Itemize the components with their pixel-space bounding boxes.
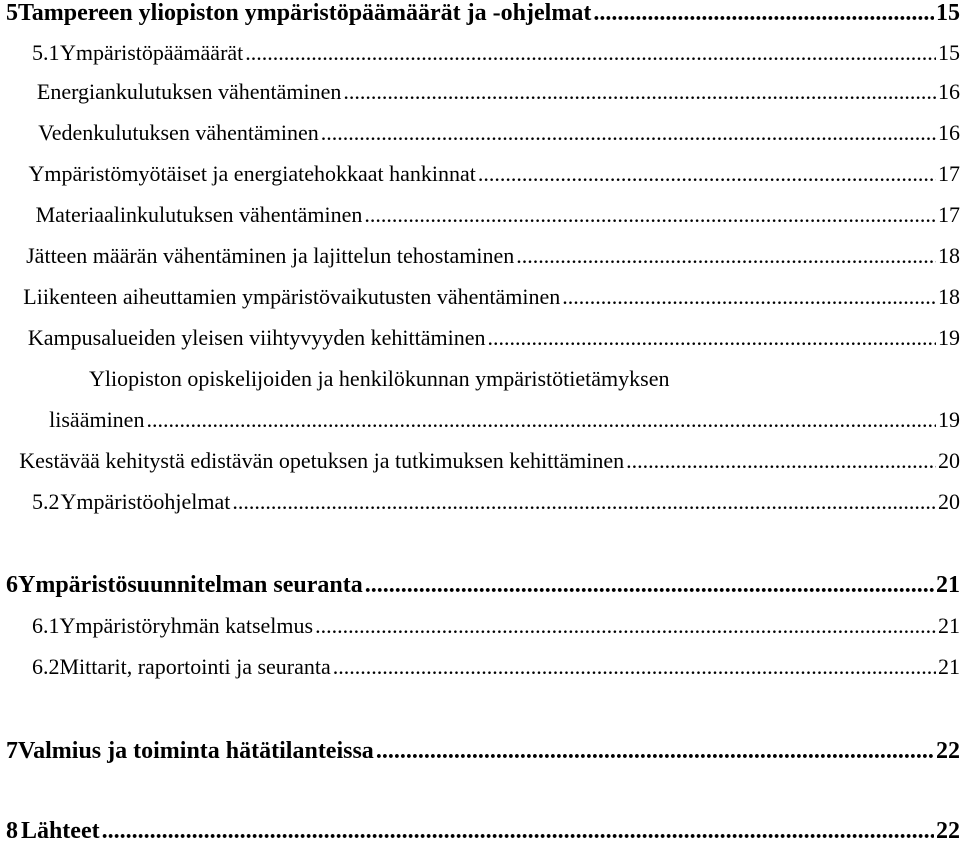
toc-entry-title: Kampusalueiden yleisen viihtyvyyden kehittäminen	[27, 325, 486, 350]
toc-entry-page: 15	[936, 0, 960, 26]
toc-entry-6-1[interactable]	[0, 613, 960, 653]
toc-entry-title: Yliopiston opiskelijoiden ja henkilökunnan ympäristötietämyksen	[89, 366, 670, 391]
dot-leader	[333, 654, 936, 680]
dot-leader	[376, 738, 934, 765]
dot-leader	[232, 489, 936, 515]
toc-entry-kestava-kehitys[interactable]	[0, 448, 960, 488]
toc-entry-title: Vedenkulutuksen vähentäminen	[38, 120, 319, 145]
toc-entry-page: 21	[936, 572, 960, 598]
toc-entry-page: 20	[938, 448, 960, 473]
dot-leader	[245, 40, 936, 66]
dot-leader	[516, 243, 936, 269]
dot-leader	[626, 448, 936, 474]
toc-entry-page: 18	[938, 243, 960, 268]
dot-leader	[488, 325, 936, 351]
toc-entry-number: 5.1	[32, 40, 60, 65]
dot-leader	[478, 161, 936, 187]
toc-entry-number: 6.2	[32, 654, 60, 679]
dot-leader	[146, 407, 936, 433]
toc-entry-page: 17	[938, 202, 960, 227]
toc-entry-5[interactable]	[0, 0, 960, 40]
toc-entry-title-continuation: lisääminen	[49, 407, 145, 432]
toc-entry-page: 19	[938, 325, 960, 350]
toc-entry-page: 22	[936, 818, 960, 844]
toc-entry-page: 18	[938, 284, 960, 309]
toc-entry-title: Liikenteen aiheuttamien ympäristövaikutusten vähentäminen	[23, 284, 561, 309]
toc-entry-title: Jätteen määrän vähentäminen ja lajittelun tehostaminen	[26, 243, 515, 268]
toc-entry-title: Ympäristöpäämäärät	[60, 40, 244, 65]
toc-entry-number: 5	[6, 0, 18, 26]
toc-entry-title: Ympäristömyötäiset ja energiatehokkaat hankinnat	[28, 161, 476, 186]
toc-entry-page: 21	[938, 654, 960, 679]
toc-entry-page: 17	[938, 161, 960, 186]
toc-entry-number: 7	[6, 738, 18, 764]
toc-entry-number: 6	[6, 572, 18, 598]
toc-entry-title: Materiaalinkulutuksen vähentäminen	[35, 202, 363, 227]
toc-entry-ymparistotietamys[interactable]	[0, 366, 960, 406]
toc-entry-title: Ympäristöryhmän katselmus	[59, 613, 314, 638]
toc-entry-number: 6.1	[32, 613, 60, 638]
toc-entry-title: Mittarit, raportointi ja seuranta	[59, 654, 331, 679]
toc-entry-title: Valmius ja toiminta hätätilanteissa	[18, 738, 374, 764]
toc-entry-5-2[interactable]	[0, 489, 960, 529]
toc-entry-6-2[interactable]	[0, 654, 960, 694]
toc-entry-5-1[interactable]	[0, 40, 960, 80]
toc-entry-jatteen-maara[interactable]	[0, 243, 960, 283]
toc-entry-page: 21	[938, 613, 960, 638]
toc-entry-hankinnat[interactable]	[0, 161, 960, 201]
dot-leader	[102, 818, 934, 845]
dot-leader	[343, 79, 936, 105]
toc-entry-title: Kestävää kehitystä edistävän opetuksen ja tutkimuksen kehittäminen	[19, 448, 625, 473]
toc-entry-page: 20	[938, 489, 960, 514]
toc-entry-title: Ympäristösuunnitelman seuranta	[18, 572, 363, 598]
toc-entry-title: Ympäristöohjelmat	[60, 489, 231, 514]
toc-entry-kampusalueet[interactable]	[0, 325, 960, 365]
dot-leader	[562, 284, 936, 310]
toc-entry-7[interactable]	[0, 738, 960, 778]
dot-leader	[364, 202, 936, 228]
toc-entry-page: 15	[938, 40, 960, 65]
toc-entry-energiankulutus[interactable]	[0, 79, 960, 119]
dot-leader	[365, 572, 934, 599]
toc-entry-number: 8	[6, 818, 18, 844]
toc-entry-8[interactable]	[0, 818, 960, 858]
toc-entry-page: 19	[938, 407, 960, 432]
toc-entry-page: 16	[938, 79, 960, 104]
toc-entry-title: Lähteet	[20, 818, 100, 844]
toc-entry-materiaalinkulutus[interactable]	[0, 202, 960, 242]
toc-entry-6[interactable]	[0, 572, 960, 612]
toc-entry-liikenne[interactable]	[0, 284, 960, 324]
toc-entry-vedenkulutus[interactable]	[0, 120, 960, 160]
toc-entry-page: 16	[938, 120, 960, 145]
toc-entry-number: 5.2	[32, 489, 60, 514]
toc-entry-title: Energiankulutuksen vähentäminen	[36, 79, 342, 104]
toc-entry-ymparistotietamys-cont[interactable]	[0, 407, 960, 447]
toc-entry-title: Tampereen yliopiston ympäristöpäämäärät ja -ohjelmat	[18, 0, 592, 26]
toc-entry-page: 22	[936, 738, 960, 764]
dot-leader	[315, 613, 936, 639]
dot-leader	[321, 120, 936, 146]
dot-leader	[593, 0, 934, 27]
